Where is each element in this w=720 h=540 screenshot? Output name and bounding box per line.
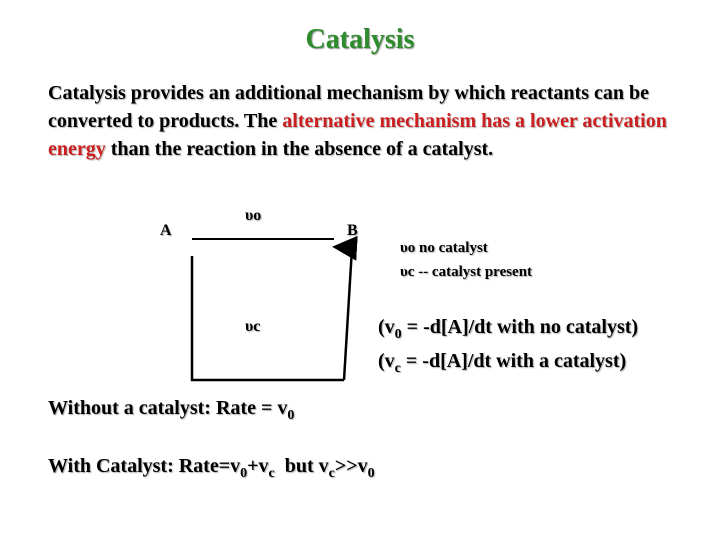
rate-with-catalyst: With Catalyst: $Rate=v_0+v_c$ but $v_c>>v_0$ <box>48 455 375 481</box>
intro-text-1: Catalysis provides an additional mechanism by which reactants can be converted to products. The <box>48 82 649 132</box>
intro-highlight: alternative mechanism has a lower activation energy <box>48 110 667 160</box>
label-reactant-a: A <box>160 222 172 239</box>
label-catalyzed-rate: υc <box>245 318 261 335</box>
legend-no-catalyst: υo no catalyst <box>400 240 488 256</box>
label-uncatalyzed-rate: υo <box>245 207 262 224</box>
rate-definition-catalyzed: ($v_c = -d[A]/dt$ with a catalyst) <box>378 350 627 376</box>
rate-definitions <box>378 314 638 382</box>
rate-definition-uncatalyzed: ($v_0 = -d[A]/dt$ with no catalyst) <box>378 316 639 342</box>
label-product-b: B <box>347 222 358 239</box>
page-title: Catalysis <box>305 24 415 55</box>
catalyzed-path-arrow <box>344 248 352 380</box>
legend-catalyst-present: υc -- catalyst present <box>400 264 533 280</box>
intro-text-2: than the reaction in the absence of a catalyst. <box>105 138 494 160</box>
catalyzed-path-line <box>192 256 344 380</box>
rate-without-catalyst: Without a catalyst: Rate = $v_0$ <box>48 397 295 423</box>
